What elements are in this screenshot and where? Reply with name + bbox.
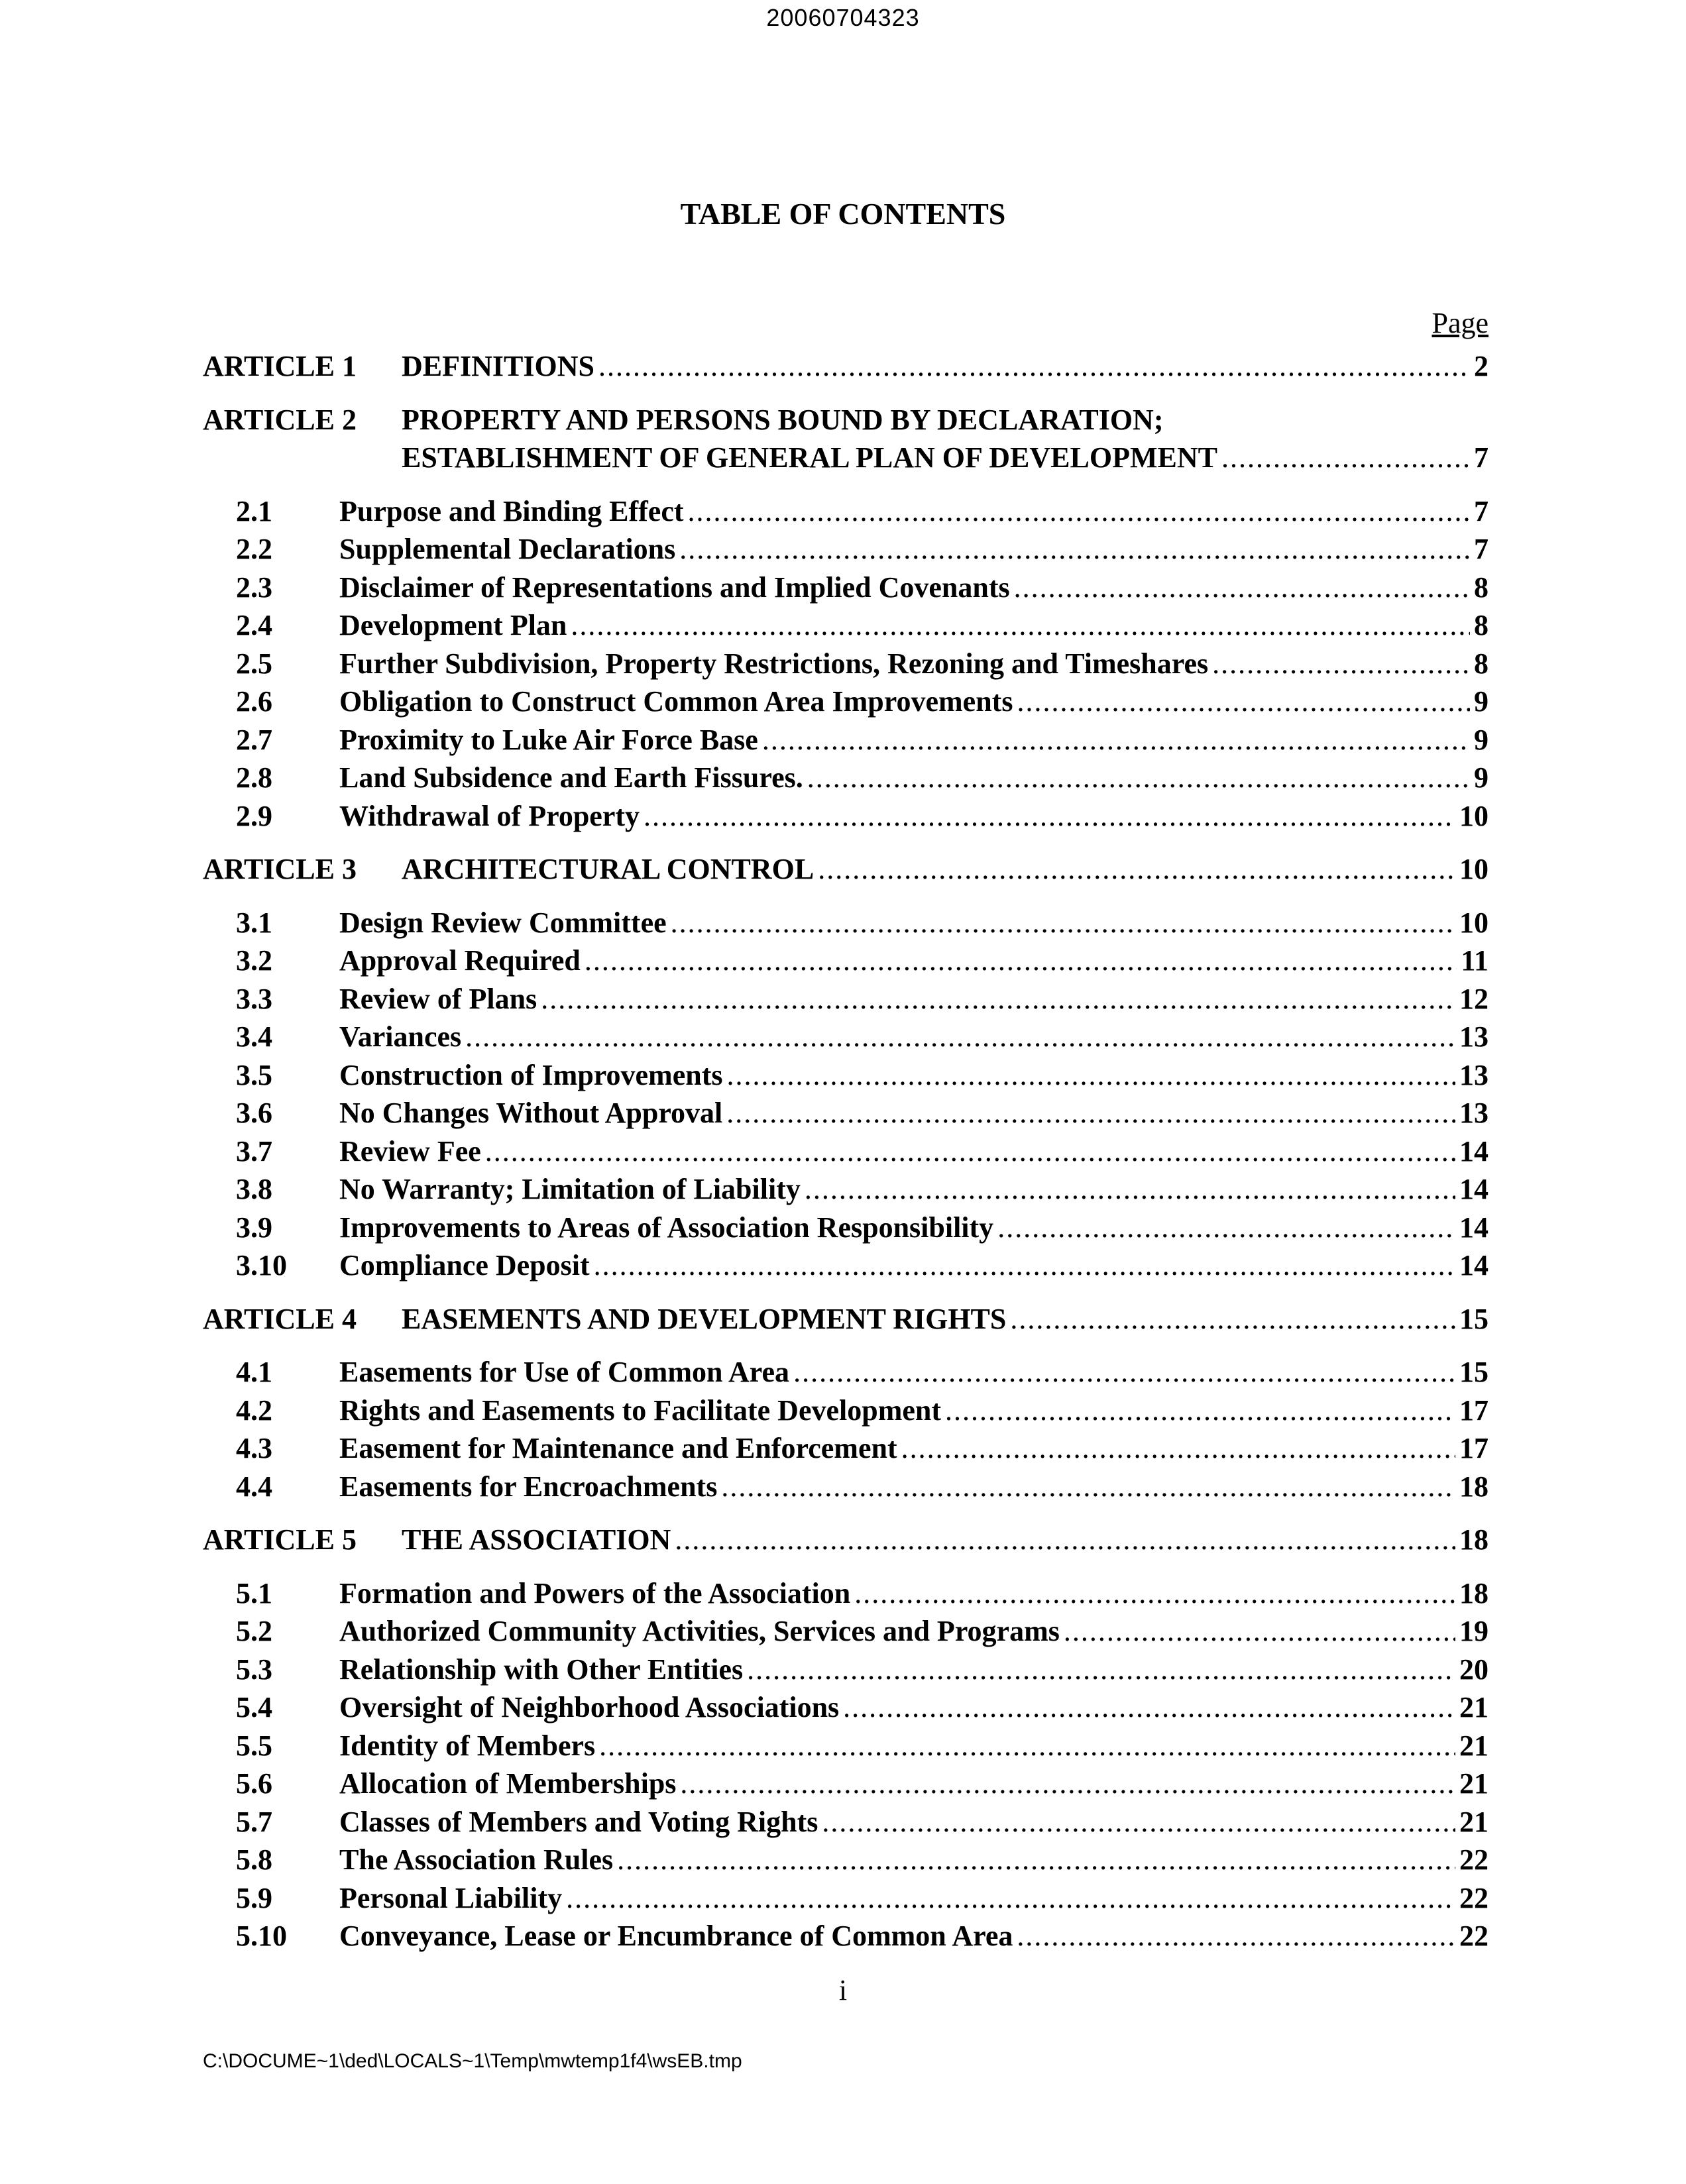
toc-page-number: 22 <box>1459 1881 1489 1914</box>
toc-section-entry <box>203 721 1489 759</box>
toc-section-number: 3.7 <box>236 1134 272 1168</box>
dot-leader <box>679 530 1470 569</box>
toc-section-entry <box>203 1803 1489 1841</box>
dot-leader <box>945 1392 1455 1430</box>
toc-section-title: Formation and Powers of the Association <box>339 1576 851 1610</box>
toc-section-entry <box>203 492 1489 531</box>
toc-article-title: ESTABLISHMENT OF GENERAL PLAN OF DEVELOPMENT <box>402 441 1217 474</box>
toc-section-number: 5.10 <box>236 1920 287 1952</box>
dot-leader <box>997 1209 1455 1247</box>
dot-leader <box>822 1803 1455 1841</box>
toc-section-title: Purpose and Binding Effect <box>339 494 684 527</box>
toc-section-number: 2.4 <box>236 609 272 641</box>
toc-page-number: 7 <box>1474 441 1489 474</box>
toc-section-number: 2.5 <box>236 647 272 680</box>
toc-section-title: Supplemental Declarations <box>339 533 676 565</box>
page-column-header: Page <box>1432 307 1489 339</box>
toc-section-number: 3.9 <box>236 1211 272 1244</box>
dot-leader <box>485 1132 1455 1171</box>
toc-section-title: Approval Required <box>339 944 581 977</box>
toc-page-number: 11 <box>1461 944 1489 977</box>
toc-section-entry <box>203 1353 1489 1392</box>
toc-section-number: 2.9 <box>236 799 272 832</box>
dot-leader <box>762 721 1470 759</box>
toc-section-entry <box>203 1688 1489 1727</box>
toc-article-number: ARTICLE 4 <box>203 1302 357 1335</box>
toc-section-number: 3.4 <box>236 1020 272 1053</box>
toc-section-title: No Warranty; Limitation of Liability <box>339 1173 801 1205</box>
toc-section-number: 5.5 <box>236 1729 272 1762</box>
page-number: i <box>838 1974 848 2006</box>
toc-section-title: Proximity to Luke Air Force Base <box>339 723 758 756</box>
dot-leader <box>1221 439 1470 477</box>
toc-section-number: 4.3 <box>236 1432 272 1464</box>
toc-section-title: Conveyance, Lease or Encumbrance of Common Area <box>339 1920 1013 1952</box>
toc-page-number: 22 <box>1459 1843 1489 1876</box>
toc-page-number: 13 <box>1459 1020 1489 1053</box>
toc-section-entry <box>203 1765 1489 1803</box>
toc-article-entry <box>203 1300 1489 1338</box>
toc-section-entry <box>203 1392 1489 1430</box>
table-of-contents <box>203 306 1489 1955</box>
toc-section-entry <box>203 980 1489 1018</box>
toc-page-number: 10 <box>1459 906 1489 939</box>
toc-section-entry <box>203 1094 1489 1132</box>
dot-leader <box>598 347 1470 386</box>
toc-page-number: 19 <box>1459 1615 1489 1647</box>
toc-section-title: Relationship with Other Entities <box>339 1653 744 1686</box>
toc-section-number: 5.7 <box>236 1805 272 1838</box>
toc-section-title: Allocation of Memberships <box>339 1767 677 1800</box>
toc-section-number: 4.2 <box>236 1393 272 1427</box>
toc-page-number: 7 <box>1474 533 1489 565</box>
toc-page-number: 13 <box>1459 1058 1489 1091</box>
toc-section-title: The Association Rules <box>339 1843 614 1876</box>
toc-page-number: 10 <box>1459 853 1489 885</box>
toc-section-title: Authorized Community Activities, Services and Programs <box>339 1615 1060 1647</box>
toc-section-title: Easements for Encroachments <box>339 1470 718 1503</box>
dot-leader <box>675 1521 1455 1559</box>
dot-leader <box>805 1170 1455 1209</box>
toc-article-entry <box>203 850 1489 889</box>
toc-section-entry <box>203 1727 1489 1765</box>
toc-page-number: 20 <box>1459 1653 1489 1686</box>
toc-section-number: 5.9 <box>236 1881 272 1914</box>
toc-section-entry <box>203 1574 1489 1613</box>
toc-section-number: 3.8 <box>236 1173 272 1205</box>
toc-section-title: Review Fee <box>339 1134 481 1168</box>
toc-section-number: 5.3 <box>236 1653 272 1686</box>
dot-leader <box>807 759 1470 797</box>
dot-leader <box>727 1056 1456 1095</box>
toc-title: TABLE OF CONTENTS <box>680 197 1006 231</box>
dot-leader <box>599 1727 1455 1765</box>
dot-leader <box>854 1574 1455 1613</box>
dot-leader <box>680 1765 1455 1803</box>
toc-section-number: 3.2 <box>236 944 272 977</box>
toc-section-title: Rights and Easements to Facilitate Development <box>339 1393 942 1427</box>
toc-section-number: 3.3 <box>236 982 272 1015</box>
dot-leader <box>585 942 1457 980</box>
toc-section-title: Compliance Deposit <box>339 1249 590 1282</box>
toc-article-number: ARTICLE 5 <box>203 1523 357 1556</box>
toc-article-title: THE ASSOCIATION <box>402 1523 671 1556</box>
toc-section-title: Construction of Improvements <box>339 1058 723 1091</box>
toc-page-number: 18 <box>1459 1576 1489 1610</box>
toc-page-number: 21 <box>1459 1729 1489 1762</box>
dot-leader <box>843 1688 1455 1727</box>
toc-section-entry <box>203 645 1489 683</box>
toc-page-number: 14 <box>1459 1173 1489 1205</box>
toc-article-title: PROPERTY AND PERSONS BOUND BY DECLARATION; <box>402 403 1164 436</box>
toc-article-title: EASEMENTS AND DEVELOPMENT RIGHTS <box>402 1302 1007 1335</box>
toc-article-title: ARCHITECTURAL CONTROL <box>402 853 815 885</box>
toc-section-title: Personal Liability <box>339 1881 563 1914</box>
toc-page-number: 7 <box>1474 494 1489 527</box>
toc-section-number: 3.1 <box>236 906 272 939</box>
toc-section-entry <box>203 1841 1489 1879</box>
toc-section-title: Further Subdivision, Property Restrictions, Rezoning and Timeshares <box>339 647 1209 680</box>
toc-section-number: 5.6 <box>236 1767 272 1800</box>
toc-section-entry <box>203 1429 1489 1468</box>
toc-section-number: 4.4 <box>236 1470 272 1503</box>
toc-section-title: Disclaimer of Representations and Implied Covenants <box>339 571 1010 604</box>
toc-section-number: 2.6 <box>236 685 272 718</box>
dot-leader <box>571 606 1470 645</box>
dot-leader <box>465 1018 1455 1056</box>
toc-page-number: 21 <box>1459 1691 1489 1723</box>
toc-page-number: 15 <box>1459 1356 1489 1388</box>
toc-page-number: 12 <box>1459 982 1489 1015</box>
toc-article-number: ARTICLE 3 <box>203 853 357 885</box>
dot-leader <box>541 980 1455 1018</box>
toc-page-number: 8 <box>1474 571 1489 604</box>
toc-page-number: 8 <box>1474 609 1489 641</box>
toc-section-entry <box>203 1917 1489 1955</box>
toc-section-title: Easement for Maintenance and Enforcement <box>339 1432 897 1464</box>
toc-page-number: 18 <box>1459 1523 1489 1556</box>
toc-section-number: 2.2 <box>236 533 272 565</box>
toc-section-title: Land Subsidence and Earth Fissures. <box>339 761 803 794</box>
dot-leader <box>721 1468 1455 1506</box>
toc-article-title: DEFINITIONS <box>402 350 594 382</box>
toc-page-number: 9 <box>1474 761 1489 794</box>
toc-page-number: 17 <box>1459 1432 1489 1464</box>
toc-section-entry <box>203 1651 1489 1689</box>
toc-section-entry <box>203 1209 1489 1247</box>
dot-leader <box>671 904 1455 942</box>
toc-page-number: 8 <box>1474 647 1489 680</box>
toc-section-number: 4.1 <box>236 1356 272 1388</box>
file-path: C:\DOCUME~1\ded\LOCALS~1\Temp\mwtemp1f4\wsEB.tmp <box>203 2050 742 2072</box>
toc-section-number: 5.4 <box>236 1691 272 1723</box>
toc-section-number: 5.8 <box>236 1843 272 1876</box>
dot-leader <box>747 1651 1455 1689</box>
dot-leader <box>1014 569 1470 607</box>
toc-section-title: No Changes Without Approval <box>339 1097 723 1129</box>
dot-leader <box>1017 682 1470 721</box>
toc-page-number: 21 <box>1459 1805 1489 1838</box>
toc-page-number: 13 <box>1459 1097 1489 1129</box>
toc-section-title: Design Review Committee <box>339 906 667 939</box>
toc-section-number: 2.3 <box>236 571 272 604</box>
toc-section-number: 2.8 <box>236 761 272 794</box>
dot-leader <box>1010 1300 1455 1338</box>
dot-leader <box>688 492 1470 531</box>
toc-page-number: 10 <box>1459 799 1489 832</box>
toc-section-title: Obligation to Construct Common Area Improvements <box>339 685 1013 718</box>
toc-section-number: 2.7 <box>236 723 272 756</box>
toc-section-entry <box>203 1018 1489 1056</box>
toc-section-entry <box>203 1879 1489 1918</box>
dot-leader <box>617 1841 1455 1879</box>
toc-section-entry <box>203 1132 1489 1171</box>
document-id: 20060704323 <box>766 4 920 31</box>
toc-article-number: ARTICLE 2 <box>203 403 357 436</box>
toc-page-number: 9 <box>1474 685 1489 718</box>
dot-leader <box>901 1429 1455 1468</box>
dot-leader <box>644 797 1455 836</box>
toc-article-entry <box>203 1521 1489 1559</box>
toc-section-number: 3.6 <box>236 1097 272 1129</box>
toc-section-number: 3.5 <box>236 1058 272 1091</box>
toc-section-entry <box>203 530 1489 569</box>
toc-section-title: Oversight of Neighborhood Associations <box>339 1691 840 1723</box>
toc-section-entry <box>203 569 1489 607</box>
toc-section-title: Easements for Use of Common Area <box>339 1356 790 1388</box>
toc-section-number: 5.2 <box>236 1615 272 1647</box>
toc-page-number: 14 <box>1459 1249 1489 1282</box>
toc-section-entry <box>203 904 1489 942</box>
dot-leader <box>793 1353 1455 1392</box>
toc-section-title: Withdrawal of Property <box>339 799 640 832</box>
dot-leader <box>726 1094 1455 1132</box>
dot-leader <box>566 1879 1455 1918</box>
toc-section-title: Review of Plans <box>339 982 537 1015</box>
toc-section-title: Development Plan <box>339 609 567 641</box>
dot-leader <box>594 1246 1455 1285</box>
toc-page-number: 14 <box>1459 1134 1489 1168</box>
toc-section-entry <box>203 1612 1489 1651</box>
dot-leader <box>1017 1917 1455 1955</box>
toc-section-number: 2.1 <box>236 494 272 527</box>
toc-page-number: 21 <box>1459 1767 1489 1800</box>
toc-section-entry <box>203 1056 1489 1095</box>
toc-section-title: Variances <box>339 1020 462 1053</box>
toc-section-entry <box>203 1246 1489 1285</box>
toc-section-entry <box>203 606 1489 645</box>
toc-section-title: Improvements to Areas of Association Responsibility <box>339 1211 994 1244</box>
toc-section-entry <box>203 682 1489 721</box>
toc-page-number: 2 <box>1474 350 1489 382</box>
toc-page-number: 18 <box>1459 1470 1489 1503</box>
dot-leader <box>1064 1612 1455 1651</box>
dot-leader <box>818 850 1455 889</box>
toc-section-title: Identity of Members <box>339 1729 596 1762</box>
toc-section-entry <box>203 1170 1489 1209</box>
toc-section-number: 3.10 <box>236 1249 287 1282</box>
toc-page-number: 17 <box>1459 1393 1489 1427</box>
dot-leader <box>1212 645 1470 683</box>
toc-article-entry <box>203 401 1489 477</box>
toc-page-number: 15 <box>1459 1302 1489 1335</box>
toc-section-entry <box>203 942 1489 980</box>
toc-section-number: 5.1 <box>236 1576 272 1610</box>
toc-section-entry <box>203 1468 1489 1506</box>
toc-page-number: 9 <box>1474 723 1489 756</box>
toc-section-entry <box>203 797 1489 836</box>
toc-article-entry <box>203 347 1489 386</box>
toc-article-number: ARTICLE 1 <box>203 350 357 382</box>
toc-page-number: 22 <box>1459 1920 1489 1952</box>
toc-section-title: Classes of Members and Voting Rights <box>339 1805 818 1838</box>
toc-page-number: 14 <box>1459 1211 1489 1244</box>
toc-section-entry <box>203 759 1489 797</box>
